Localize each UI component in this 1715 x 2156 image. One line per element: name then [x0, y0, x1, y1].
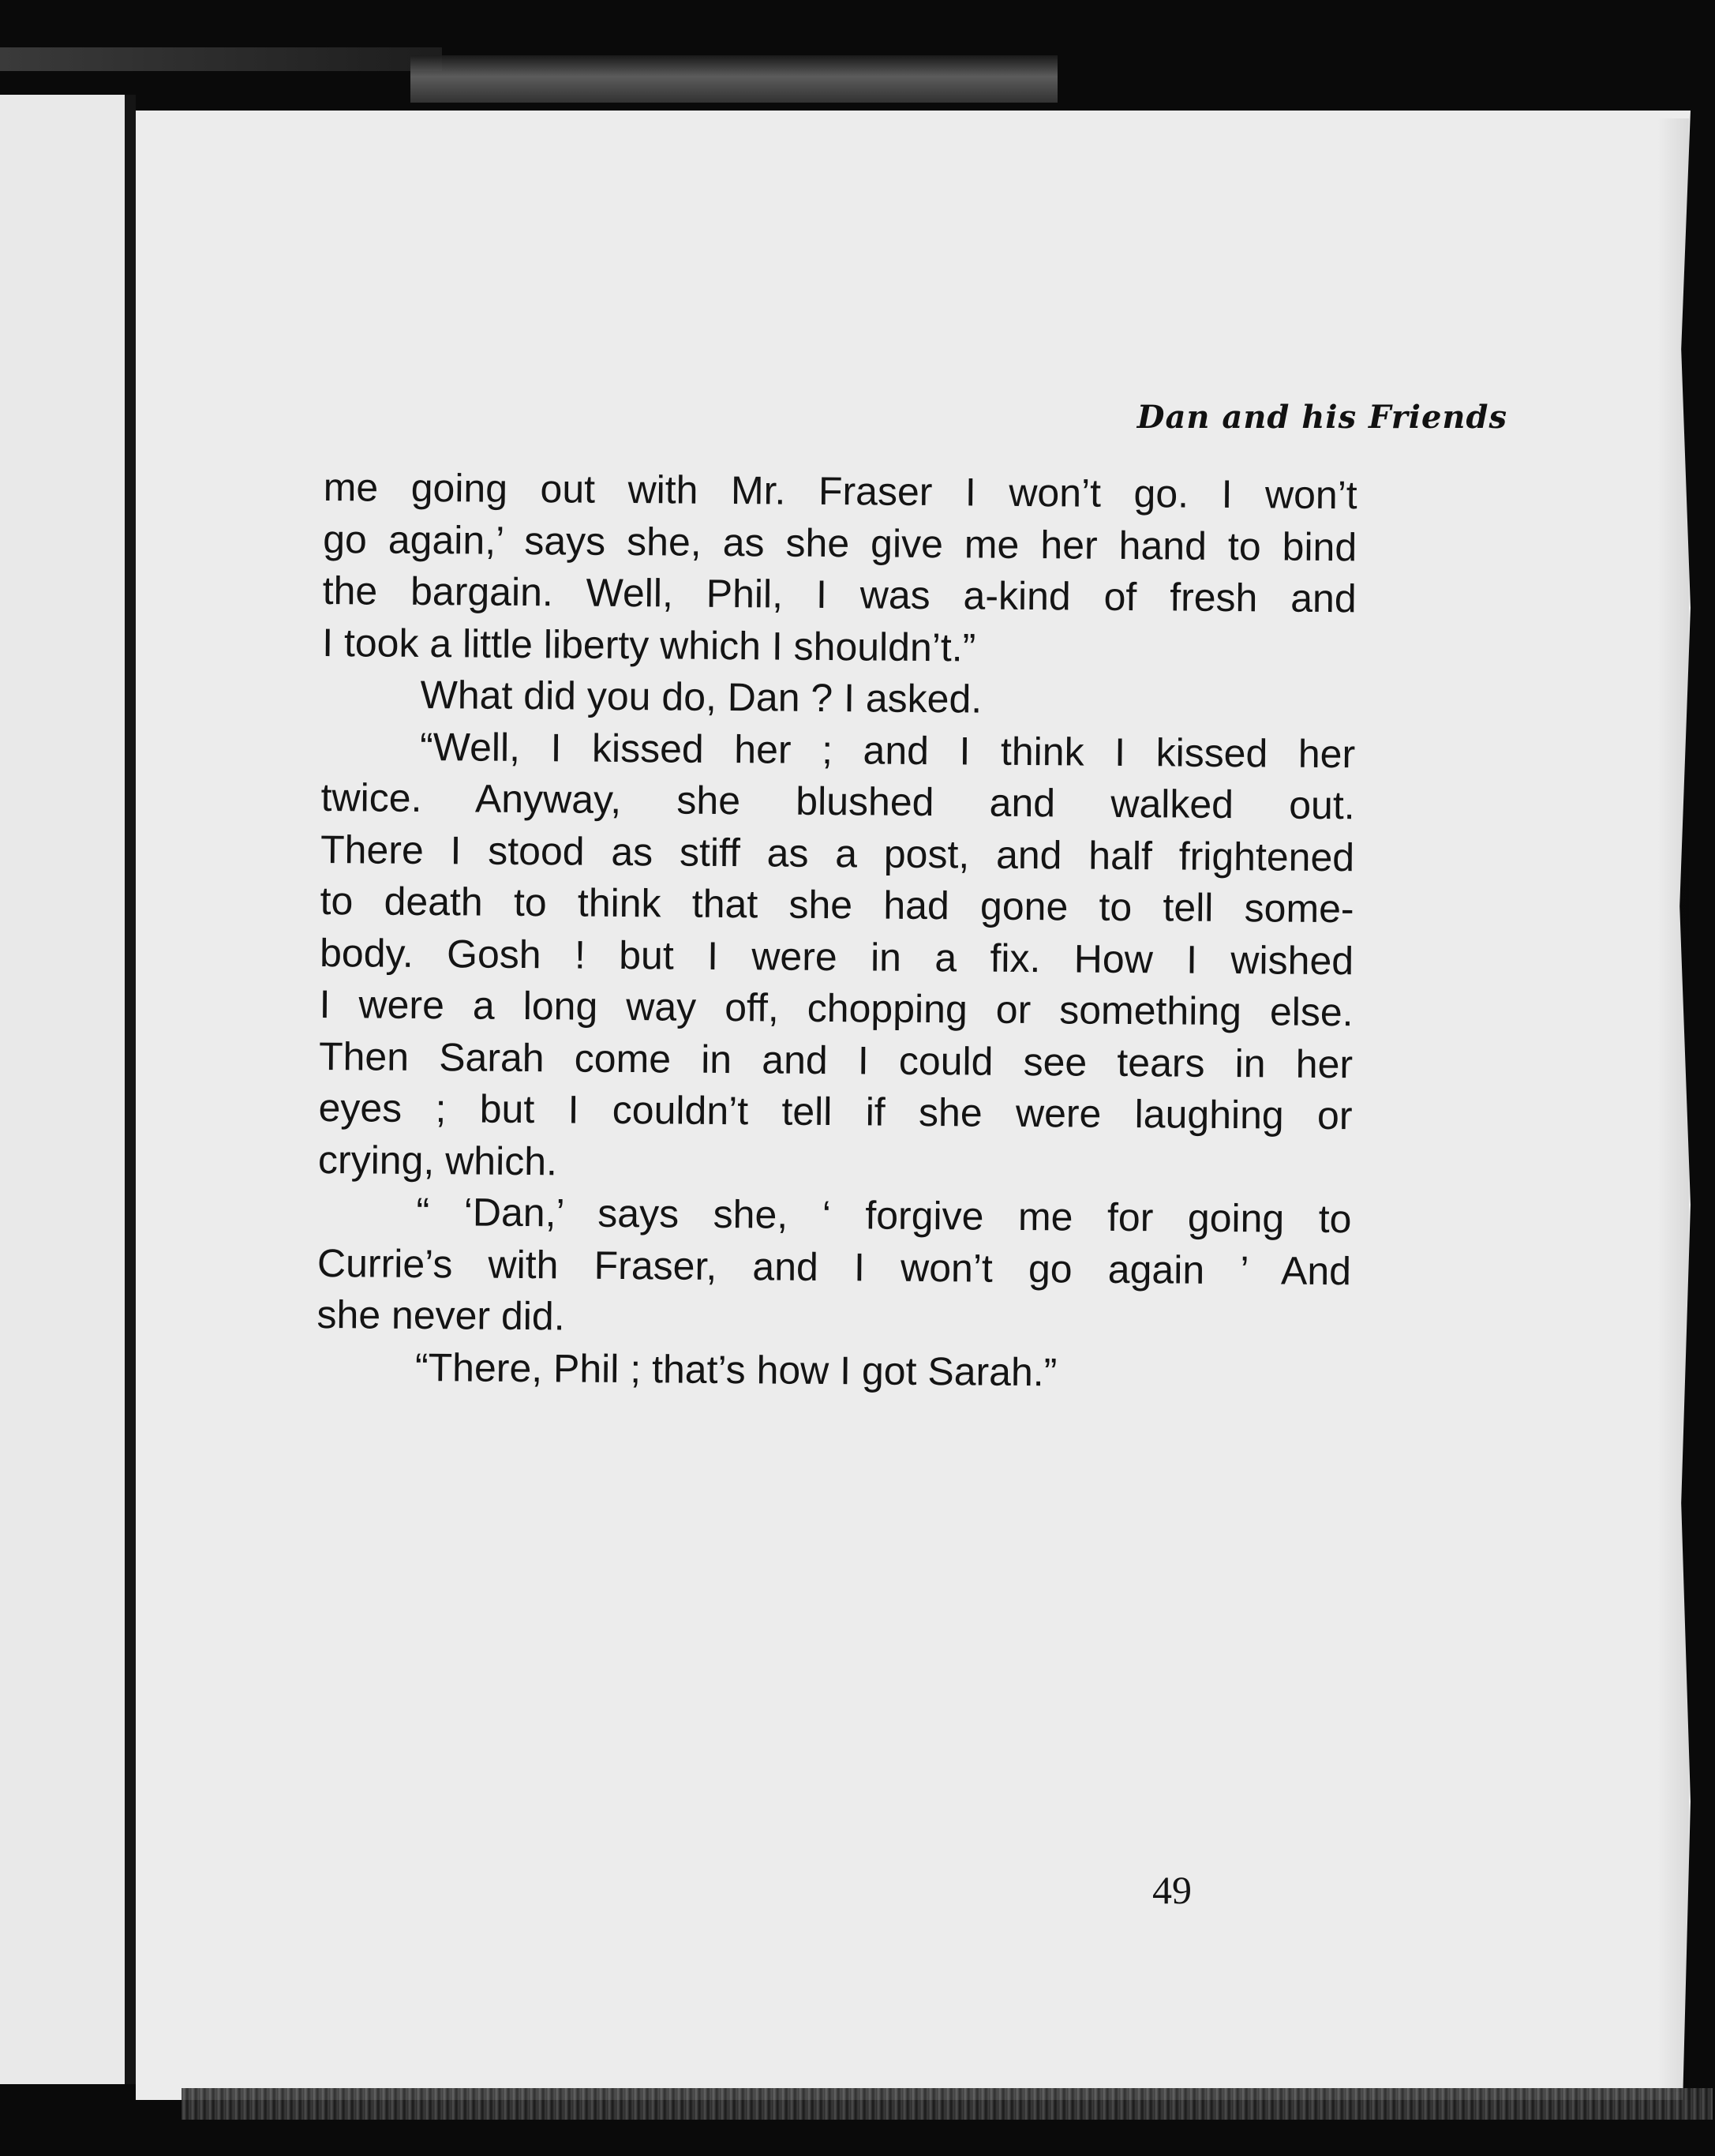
page-number: 49	[1152, 1868, 1192, 1912]
text-line: I took a little liberty which I shouldn’t.”	[321, 620, 976, 669]
text-line: eyes ; but I couldn’t tell if she were laughing or	[318, 1085, 1353, 1138]
text-line: she never did.	[316, 1292, 565, 1339]
scan-border-smudge	[0, 47, 442, 71]
scan-top-smudge	[410, 55, 1058, 103]
text-line: “ ‘Dan,’ says she, ‘ forgive me for going to	[416, 1189, 1352, 1242]
text-line: There I stood as stiff as a post, and half frightened	[320, 827, 1355, 879]
text-line: What did you do, Dan ? I asked.	[420, 672, 983, 722]
text-line: to death to think that she had gone to tell some-	[320, 878, 1354, 932]
text-line: Currie’s with Fraser, and I won’t go again ’ And	[316, 1240, 1352, 1293]
text-line: I were a long way off, chopping or something else.	[319, 981, 1354, 1035]
text-line: the bargain. Well, Phil, I was a-kind of fresh and	[322, 568, 1357, 621]
book-gutter	[125, 95, 136, 2084]
facing-page-edge	[0, 95, 125, 2084]
text-line: body. Gosh ! but I were in a fix. How I wished	[319, 930, 1354, 983]
page-edge-shadow	[1657, 118, 1689, 2092]
text-line: twice. Anyway, she blushed and walked out.	[320, 774, 1355, 828]
body-text	[316, 462, 1357, 1400]
text-line: Then Sarah come in and I could see tears in her	[318, 1033, 1354, 1086]
text-line: me going out with Mr. Fraser I won’t go. I won’t	[323, 464, 1357, 518]
text-line: “There, Phil ; that’s how I got Sarah.”	[414, 1344, 1058, 1394]
text-line: crying, which.	[317, 1137, 558, 1183]
text-line: go again,’ says she, as she give me her hand to bind	[323, 516, 1357, 569]
scan-bottom-edge	[182, 2088, 1713, 2120]
text-line: “Well, I kissed her ; and I think I kissed her	[419, 724, 1356, 776]
running-head: Dan and his Friends	[1136, 399, 1507, 436]
